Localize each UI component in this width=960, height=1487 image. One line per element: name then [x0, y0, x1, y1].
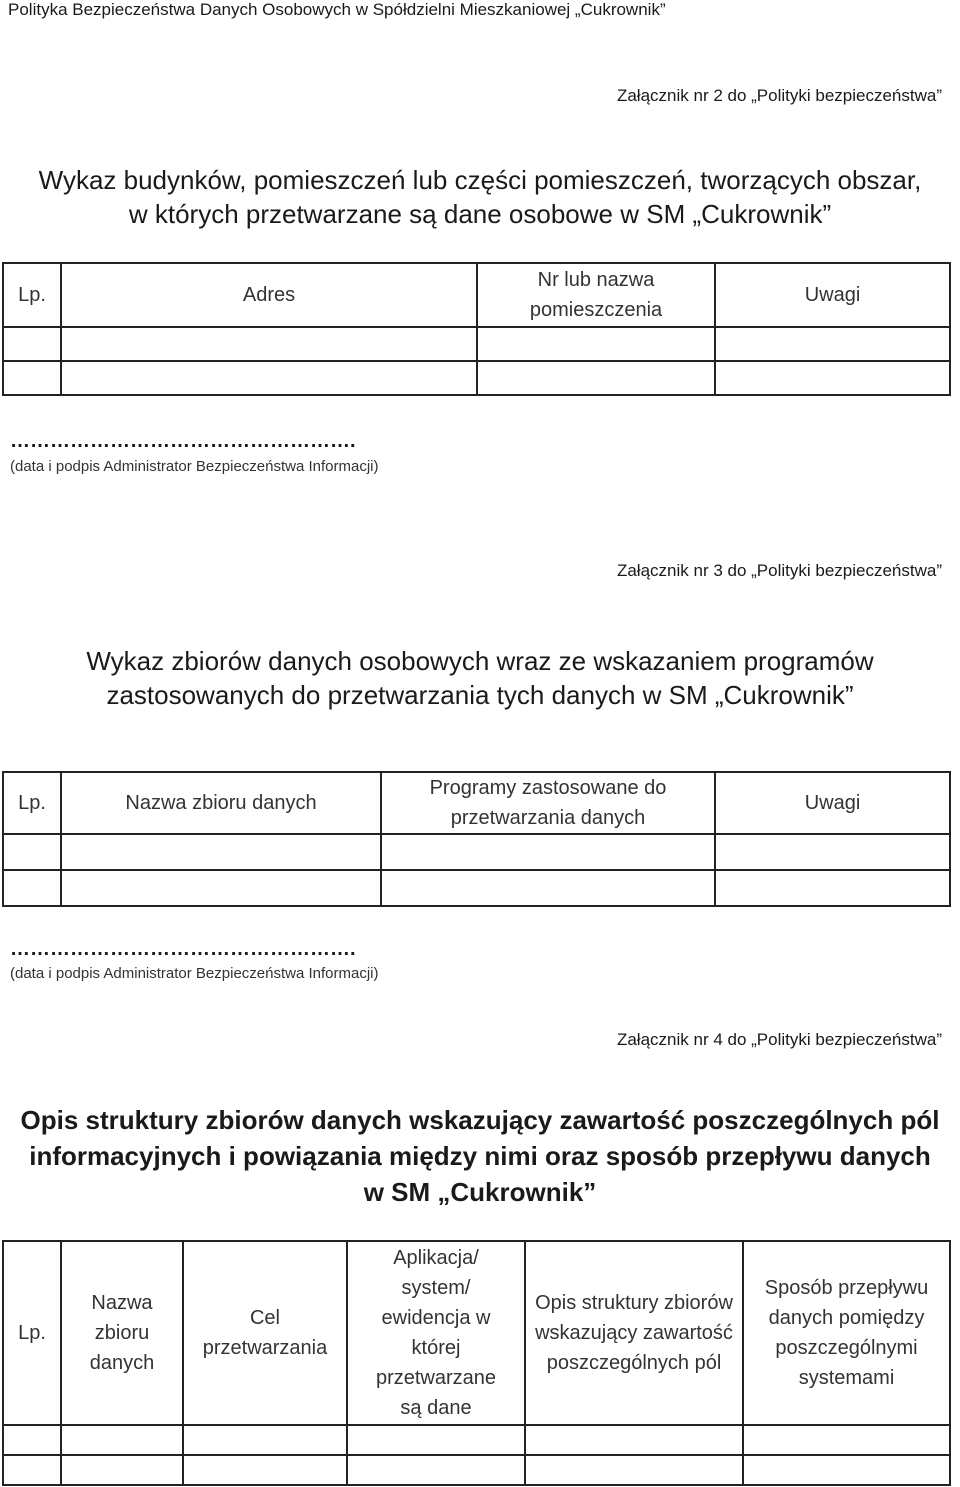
table-header-row	[3, 772, 950, 834]
section-3-title-line-1: Wykaz zbiorów danych osobowych wraz ze wskazaniem programów	[86, 646, 874, 676]
document-header: Polityka Bezpieczeństwa Danych Osobowych w Spółdzielni Mieszkaniowej „Cukrownik”	[8, 0, 666, 19]
col-header-programs: Programy zastosowane do przetwarzania danych	[381, 772, 715, 834]
table-header-row	[3, 263, 950, 327]
table-row	[3, 1425, 950, 1455]
table-row	[3, 361, 950, 395]
attachment-4-label: Załącznik nr 4 do „Polityki bezpieczeństwa”	[616, 1030, 942, 1049]
table-row	[3, 1455, 950, 1485]
signature-caption: (data i podpis Administrator Bezpieczeństwa Informacji)	[10, 458, 379, 475]
attachment-3-label: Załącznik nr 3 do „Polityki bezpieczeństwa”	[616, 561, 942, 580]
col-header-notes: Uwagi	[715, 263, 950, 327]
section-2-title-line-2: w których przetwarzane są dane osobowe w SM „Cukrownik”	[128, 199, 832, 229]
col-header-application: Aplikacja/ system/ ewidencja w której przetwarzane są dane	[347, 1241, 525, 1425]
col-header-structure: Opis struktury zbiorów wskazujący zawartość poszczególnych pól	[525, 1241, 743, 1425]
table-row	[3, 327, 950, 361]
signature-line: …………………………………………….	[10, 430, 356, 452]
col-header-dataset-name: Nazwa zbioru danych	[61, 1241, 183, 1425]
col-header-dataset-name: Nazwa zbioru danych	[61, 772, 381, 834]
table-header-row	[3, 1241, 950, 1425]
section-2-title-line-1: Wykaz budynków, pomieszczeń lub części pomieszczeń, tworzących obszar,	[38, 165, 922, 195]
table-row	[3, 870, 950, 906]
section-4-title-line-3: w SM „Cukrownik”	[363, 1177, 597, 1207]
signature-caption: (data i podpis Administrator Bezpieczeństwa Informacji)	[10, 965, 379, 982]
col-header-data-flow: Sposób przepływu danych pomiędzy poszczególnymi systemami	[743, 1241, 950, 1425]
col-header-address: Adres	[61, 263, 477, 327]
col-header-lp: Lp.	[3, 263, 61, 327]
signature-line: …………………………………………….	[10, 938, 356, 960]
section-3-title-line-2: zastosowanych do przetwarzania tych danych w SM „Cukrownik”	[106, 680, 854, 710]
buildings-table	[2, 262, 951, 396]
attachment-2-label: Załącznik nr 2 do „Polityki bezpieczeństwa”	[616, 86, 942, 105]
col-header-lp: Lp.	[3, 1241, 61, 1425]
col-header-notes: Uwagi	[715, 772, 950, 834]
col-header-room: Nr lub nazwa pomieszczenia	[477, 263, 715, 327]
section-4-title-line-2: informacyjnych i powiązania między nimi oraz sposób przepływu danych	[29, 1141, 931, 1171]
col-header-lp: Lp.	[3, 772, 61, 834]
table-row	[3, 834, 950, 870]
col-header-purpose: Cel przetwarzania	[183, 1241, 347, 1425]
section-4-title-line-1: Opis struktury zbiorów danych wskazujący zawartość poszczególnych pól	[20, 1105, 940, 1135]
datasets-table	[2, 771, 951, 907]
structure-table	[2, 1240, 951, 1486]
